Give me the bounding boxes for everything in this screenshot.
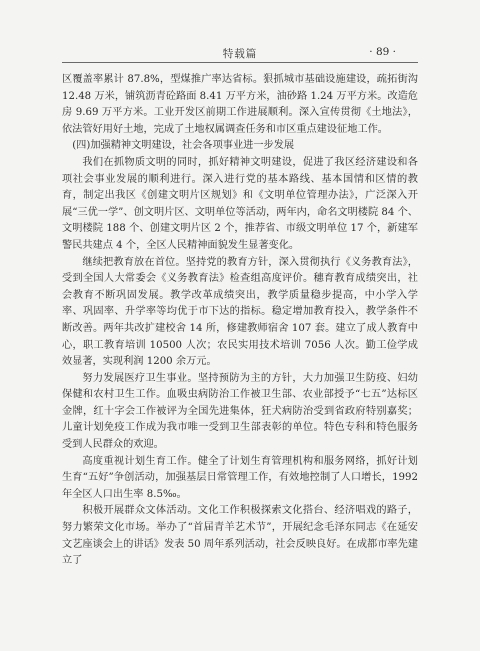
paragraph: 我们在抓物质文明的同时，抓好精神文明建设，促进了我区经济建设和各项社会事业发展的顺利进行。深入进行党的基本路线、基本国情和区情的教育，制定出我区《创建文明片区规划》和《文明单位管理办法》，广泛深入开展“三优一学”、创文明片区、文明单位等活动，两年内，命名文明楼院 84 个、文明楼院 188 个、创建文明片区 2 个，推荐省、市级文明单位 17 个，新建军警民共建点 4 个，全区人民精神面貌发生显著变化。 xyxy=(62,156,418,251)
paragraph: 努力发展医疗卫生事业。坚持预防为主的方针，大力加强卫生防疫、妇幼保健和农村卫生工作。血吸虫病防治工作被卫生部、农业部授予“七五”达标区金牌，红十字会工作被评为全国先进集体，狂犬病防治受到省政府特别嘉奖；儿童计划免疫工作成为我市唯一受到卫生部表彰的单位。特色专科和特色服务受到人民群众的欢迎。 xyxy=(62,372,418,451)
header-rule xyxy=(62,62,418,63)
body-text xyxy=(62,72,418,570)
page-number: · 89 · xyxy=(369,46,396,58)
section-title: 特载篇 xyxy=(222,48,258,60)
paragraph: 高度重视计划生育工作。健全了计划生育管理机构和服务网络，抓好计划生育“五好”争创活动，加强基层日常管理工作，有效地控制了人口增长，1992 年全区人口出生率 8.5‰。 xyxy=(62,455,418,500)
paragraph: 积极开展群众文体活动。文化工作积极探索文化搭台、经济唱戏的路子，努力繁荣文化市场。举办了“首届青羊艺术节”，开展纪念毛泽东同志《在延安文艺座谈会上的讲话》发表 50 周年系列活动，社会反映良好。在成都市率先建立了 xyxy=(62,505,418,567)
paragraph: 继续把教育放在首位。坚持党的教育方针，深入贯彻执行《义务教育法》，受到全国人大常委会《义务教育法》检查组高度评价。穗育教育成绩突出，社会教育不断巩固发展。教学改革成绩突出，教学质量稳步提高，中小学入学率、巩固率、升学率等均优于市下达的指标。稳定增加教育投入，教学条件不断改善。两年共改扩建校舍 14 所，修建教师宿舍 107 套。建立了成人教育中心，职工教育培训 10500 人次；农民实用技术培训 7056 人次。勤工俭学成效显著，实现利润 1200 余万元。 xyxy=(62,256,418,368)
section-heading: (四)加强精神文明建设，社会各项事业进一步发展 xyxy=(72,140,295,152)
paragraph-continued: 区覆盖率累计 87.8%，型煤推广率达省标。狠抓城市基础设施建设，疏拓街沟 12.48 万米，铺筑沥青砼路面 8.41 万平方米，油砂路 1.24 万平方米。改造危房 9.69 万平方米。工业开发区前期工作进展顺利。深入宣传贯彻《土地法》，依法管好用好土地，完成了土地权属调查任务和市区重点建设征地工作。 xyxy=(62,74,418,135)
